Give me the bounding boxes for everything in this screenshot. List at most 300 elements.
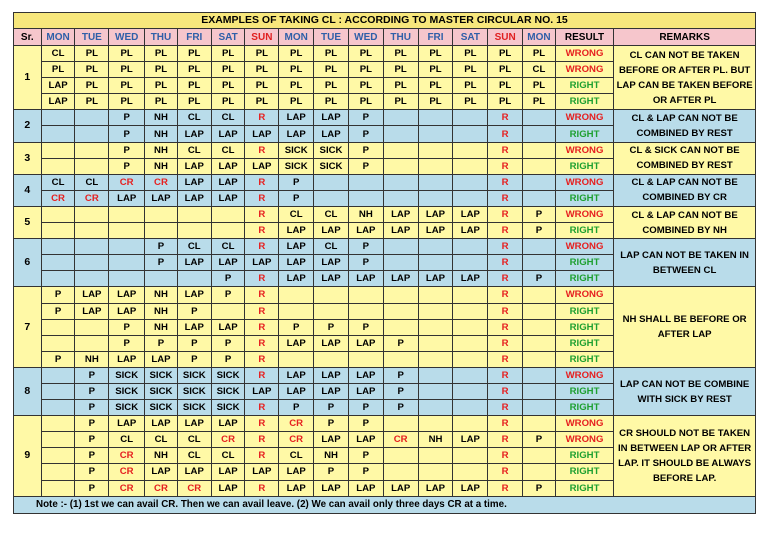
day-cell: LAP: [245, 383, 279, 399]
day-cell: R: [245, 335, 279, 351]
day-cell: PL: [109, 78, 145, 94]
day-cell: [279, 303, 314, 319]
day-cell: [383, 142, 418, 158]
result-cell: RIGHT: [555, 223, 613, 239]
day-cell: CR: [41, 190, 75, 206]
day-cell: CR: [145, 480, 178, 496]
day-cell: [109, 255, 145, 271]
day-cell: [41, 480, 75, 496]
day-cell: [75, 239, 109, 255]
day-cell: R: [488, 319, 523, 335]
day-cell: LAP: [279, 480, 314, 496]
day-cell: [177, 223, 211, 239]
serial-number: 4: [14, 174, 42, 206]
day-cell: P: [109, 319, 145, 335]
day-cell: LAP: [279, 335, 314, 351]
day-cell: PL: [383, 78, 418, 94]
day-cell: PL: [488, 78, 523, 94]
result-cell: RIGHT: [555, 383, 613, 399]
day-cell: [41, 110, 75, 126]
day-cell: R: [488, 158, 523, 174]
day-cell: [75, 126, 109, 142]
day-cell: LAP: [279, 223, 314, 239]
day-cell: [177, 206, 211, 222]
day-cell: P: [348, 464, 383, 480]
remarks-cell: CL & SICK CAN NOT BE COMBINED BY REST: [614, 142, 756, 174]
result-cell: RIGHT: [555, 78, 613, 94]
day-cell: CR: [109, 448, 145, 464]
day-cell: CL: [211, 142, 245, 158]
serial-number: 2: [14, 110, 42, 142]
day-cell: P: [109, 158, 145, 174]
day-cell: LAP: [245, 255, 279, 271]
header-row: [14, 29, 756, 46]
day-cell: LAP: [279, 271, 314, 287]
day-cell: NH: [348, 206, 383, 222]
day-cell: LAP: [279, 239, 314, 255]
day-cell: PL: [383, 46, 418, 62]
result-cell: WRONG: [555, 62, 613, 78]
day-cell: P: [314, 464, 349, 480]
day-cell: LAP: [348, 480, 383, 496]
example-row: [14, 174, 756, 190]
day-cell: LAP: [314, 126, 349, 142]
day-cell: [75, 158, 109, 174]
day-cell: P: [383, 400, 418, 416]
day-cell: R: [488, 432, 523, 448]
day-cell: P: [523, 271, 556, 287]
day-cell: CL: [211, 110, 245, 126]
day-cell: [41, 271, 75, 287]
day-cell: [523, 416, 556, 432]
day-cell: CL: [211, 239, 245, 255]
day-cell: PL: [279, 78, 314, 94]
day-cell: LAP: [109, 351, 145, 367]
day-cell: CL: [177, 432, 211, 448]
day-cell: [418, 287, 453, 303]
day-cell: P: [41, 351, 75, 367]
day-cell: [523, 287, 556, 303]
result-cell: WRONG: [555, 432, 613, 448]
day-cell: R: [245, 303, 279, 319]
day-cell: [453, 367, 488, 383]
day-cell: PL: [348, 62, 383, 78]
day-cell: CL: [314, 239, 349, 255]
day-cell: PL: [145, 62, 178, 78]
day-cell: PL: [75, 46, 109, 62]
day-cell: [523, 255, 556, 271]
day-cell: NH: [145, 319, 178, 335]
day-cell: PL: [177, 46, 211, 62]
header-day: MON: [41, 29, 75, 46]
day-cell: CL: [279, 448, 314, 464]
day-cell: R: [245, 190, 279, 206]
header-remarks: REMARKS: [614, 29, 756, 46]
day-cell: [383, 174, 418, 190]
day-cell: [418, 126, 453, 142]
day-cell: PL: [523, 46, 556, 62]
day-cell: R: [245, 174, 279, 190]
day-cell: P: [348, 448, 383, 464]
day-cell: CL: [75, 174, 109, 190]
header-day: THU: [145, 29, 178, 46]
day-cell: LAP: [348, 367, 383, 383]
day-cell: LAP: [314, 383, 349, 399]
day-cell: PL: [177, 94, 211, 110]
day-cell: P: [75, 480, 109, 496]
header-day: TUE: [75, 29, 109, 46]
day-cell: LAP: [109, 287, 145, 303]
day-cell: [383, 416, 418, 432]
day-cell: [453, 383, 488, 399]
day-cell: LAP: [453, 480, 488, 496]
day-cell: [418, 142, 453, 158]
result-cell: WRONG: [555, 142, 613, 158]
header-day-sunday: SUN: [245, 29, 279, 46]
day-cell: [348, 287, 383, 303]
day-cell: LAP: [418, 206, 453, 222]
day-cell: CR: [109, 480, 145, 496]
day-cell: [41, 142, 75, 158]
day-cell: [279, 287, 314, 303]
day-cell: PL: [109, 94, 145, 110]
day-cell: PL: [211, 46, 245, 62]
day-cell: P: [314, 400, 349, 416]
day-cell: SICK: [211, 367, 245, 383]
day-cell: CR: [211, 432, 245, 448]
day-cell: NH: [145, 303, 178, 319]
day-cell: CR: [279, 416, 314, 432]
day-cell: LAP: [177, 255, 211, 271]
day-cell: PL: [75, 94, 109, 110]
day-cell: LAP: [245, 158, 279, 174]
day-cell: R: [488, 416, 523, 432]
result-cell: RIGHT: [555, 400, 613, 416]
day-cell: SICK: [177, 400, 211, 416]
day-cell: [523, 400, 556, 416]
day-cell: [418, 335, 453, 351]
day-cell: [418, 464, 453, 480]
day-cell: P: [75, 432, 109, 448]
day-cell: LAP: [383, 480, 418, 496]
day-cell: PL: [145, 78, 178, 94]
remarks-cell: CL CAN NOT BE TAKEN BEFORE OR AFTER PL. BUT LAP CAN BE TAKEN BEFORE OR AFTER PL: [614, 46, 756, 110]
day-cell: P: [383, 335, 418, 351]
day-cell: P: [109, 142, 145, 158]
day-cell: [523, 351, 556, 367]
day-cell: PL: [245, 62, 279, 78]
day-cell: CL: [523, 62, 556, 78]
day-cell: LAP: [75, 303, 109, 319]
day-cell: PL: [383, 62, 418, 78]
day-cell: [383, 319, 418, 335]
day-cell: P: [348, 126, 383, 142]
day-cell: NH: [75, 351, 109, 367]
remarks-cell: NH SHALL BE BEFORE OR AFTER LAP: [614, 287, 756, 367]
result-cell: WRONG: [555, 416, 613, 432]
day-cell: P: [348, 158, 383, 174]
day-cell: CL: [145, 432, 178, 448]
header-day: WED: [348, 29, 383, 46]
header-day: SAT: [211, 29, 245, 46]
day-cell: [523, 367, 556, 383]
day-cell: LAP: [279, 110, 314, 126]
day-cell: LAP: [314, 367, 349, 383]
header-day: THU: [383, 29, 418, 46]
header-day: TUE: [314, 29, 349, 46]
day-cell: CL: [279, 206, 314, 222]
day-cell: [145, 223, 178, 239]
day-cell: [348, 190, 383, 206]
day-cell: SICK: [109, 400, 145, 416]
day-cell: LAP: [211, 319, 245, 335]
day-cell: [109, 239, 145, 255]
day-cell: [453, 239, 488, 255]
day-cell: PL: [314, 78, 349, 94]
cl-examples-table: [13, 12, 756, 514]
day-cell: NH: [145, 287, 178, 303]
day-cell: [453, 255, 488, 271]
day-cell: P: [383, 367, 418, 383]
day-cell: LAP: [41, 78, 75, 94]
day-cell: P: [177, 303, 211, 319]
day-cell: CR: [75, 190, 109, 206]
day-cell: LAP: [177, 174, 211, 190]
day-cell: NH: [145, 448, 178, 464]
day-cell: [453, 190, 488, 206]
day-cell: [453, 174, 488, 190]
header-day: FRI: [418, 29, 453, 46]
day-cell: CL: [177, 110, 211, 126]
day-cell: R: [245, 432, 279, 448]
day-cell: CR: [177, 480, 211, 496]
day-cell: CL: [177, 239, 211, 255]
day-cell: R: [488, 480, 523, 496]
serial-number: 6: [14, 239, 42, 287]
result-cell: RIGHT: [555, 158, 613, 174]
day-cell: R: [488, 464, 523, 480]
day-cell: P: [41, 287, 75, 303]
day-cell: LAP: [211, 464, 245, 480]
day-cell: [145, 206, 178, 222]
day-cell: PL: [279, 62, 314, 78]
day-cell: P: [109, 335, 145, 351]
day-cell: PL: [453, 78, 488, 94]
day-cell: LAP: [453, 223, 488, 239]
day-cell: LAP: [245, 464, 279, 480]
day-cell: [523, 142, 556, 158]
day-cell: [75, 335, 109, 351]
day-cell: P: [177, 335, 211, 351]
day-cell: P: [75, 464, 109, 480]
day-cell: [75, 206, 109, 222]
day-cell: P: [523, 206, 556, 222]
day-cell: LAP: [383, 271, 418, 287]
day-cell: NH: [314, 448, 349, 464]
day-cell: CL: [177, 142, 211, 158]
day-cell: CL: [211, 448, 245, 464]
day-cell: LAP: [145, 416, 178, 432]
day-cell: NH: [145, 110, 178, 126]
day-cell: [418, 190, 453, 206]
day-cell: P: [145, 255, 178, 271]
day-cell: CR: [109, 174, 145, 190]
day-cell: [348, 351, 383, 367]
day-cell: SICK: [109, 367, 145, 383]
day-cell: SICK: [211, 383, 245, 399]
day-cell: P: [145, 335, 178, 351]
day-cell: [418, 319, 453, 335]
day-cell: LAP: [177, 416, 211, 432]
day-cell: LAP: [211, 174, 245, 190]
header-result: RESULT: [555, 29, 613, 46]
day-cell: LAP: [211, 416, 245, 432]
result-cell: WRONG: [555, 239, 613, 255]
day-cell: SICK: [211, 400, 245, 416]
remarks-cell: LAP CAN NOT BE COMBINE WITH SICK BY REST: [614, 367, 756, 415]
day-cell: LAP: [314, 110, 349, 126]
day-cell: PL: [488, 94, 523, 110]
remarks-cell: CR SHOULD NOT BE TAKEN IN BETWEEN LAP OR AFTER LAP. IT SHOULD BE ALWAYS BEFORE LAP.: [614, 416, 756, 496]
day-cell: PL: [279, 46, 314, 62]
day-cell: [418, 367, 453, 383]
day-cell: SICK: [177, 367, 211, 383]
example-row: [14, 142, 756, 158]
day-cell: [383, 190, 418, 206]
day-cell: [523, 110, 556, 126]
day-cell: P: [383, 383, 418, 399]
day-cell: P: [75, 448, 109, 464]
day-cell: SICK: [109, 383, 145, 399]
day-cell: [383, 255, 418, 271]
header-day: MON: [279, 29, 314, 46]
day-cell: R: [488, 190, 523, 206]
day-cell: LAP: [211, 158, 245, 174]
day-cell: [453, 351, 488, 367]
day-cell: LAP: [279, 367, 314, 383]
day-cell: [314, 303, 349, 319]
serial-number: 5: [14, 206, 42, 238]
day-cell: PL: [453, 94, 488, 110]
day-cell: [453, 303, 488, 319]
day-cell: [453, 158, 488, 174]
example-row: [14, 287, 756, 303]
day-cell: LAP: [75, 287, 109, 303]
day-cell: [41, 126, 75, 142]
day-cell: LAP: [314, 255, 349, 271]
day-cell: [41, 367, 75, 383]
day-cell: P: [279, 174, 314, 190]
day-cell: P: [523, 480, 556, 496]
day-cell: PL: [488, 62, 523, 78]
day-cell: R: [488, 367, 523, 383]
example-row: [14, 110, 756, 126]
day-cell: [383, 239, 418, 255]
day-cell: [41, 223, 75, 239]
day-cell: [523, 174, 556, 190]
day-cell: PL: [41, 62, 75, 78]
day-cell: LAP: [453, 271, 488, 287]
day-cell: R: [488, 142, 523, 158]
day-cell: [41, 448, 75, 464]
day-cell: R: [245, 319, 279, 335]
header-day: MON: [523, 29, 556, 46]
result-cell: RIGHT: [555, 190, 613, 206]
day-cell: LAP: [211, 480, 245, 496]
day-cell: [383, 287, 418, 303]
day-cell: [383, 464, 418, 480]
result-cell: WRONG: [555, 287, 613, 303]
day-cell: [348, 174, 383, 190]
day-cell: P: [109, 126, 145, 142]
day-cell: LAP: [177, 158, 211, 174]
day-cell: LAP: [314, 335, 349, 351]
day-cell: [383, 351, 418, 367]
result-cell: WRONG: [555, 367, 613, 383]
day-cell: [523, 126, 556, 142]
day-cell: [41, 319, 75, 335]
day-cell: R: [488, 335, 523, 351]
header-sr: Sr.: [14, 29, 42, 46]
day-cell: [211, 206, 245, 222]
day-cell: LAP: [348, 335, 383, 351]
result-cell: RIGHT: [555, 464, 613, 480]
day-cell: SICK: [177, 383, 211, 399]
day-cell: R: [488, 383, 523, 399]
day-cell: P: [523, 432, 556, 448]
day-cell: LAP: [279, 255, 314, 271]
day-cell: P: [348, 110, 383, 126]
day-cell: [418, 255, 453, 271]
day-cell: [523, 383, 556, 399]
day-cell: R: [488, 239, 523, 255]
day-cell: LAP: [453, 206, 488, 222]
day-cell: PL: [177, 62, 211, 78]
example-row: [14, 206, 756, 222]
day-cell: CR: [145, 174, 178, 190]
day-cell: P: [145, 239, 178, 255]
day-cell: [418, 400, 453, 416]
day-cell: P: [348, 239, 383, 255]
day-cell: [75, 319, 109, 335]
day-cell: SICK: [314, 158, 349, 174]
day-cell: [41, 464, 75, 480]
day-cell: SICK: [145, 383, 178, 399]
day-cell: [453, 448, 488, 464]
day-cell: PL: [488, 46, 523, 62]
day-cell: [314, 190, 349, 206]
cl-rules-sheet: [13, 12, 756, 514]
day-cell: [41, 400, 75, 416]
day-cell: PL: [109, 46, 145, 62]
day-cell: P: [41, 303, 75, 319]
day-cell: PL: [523, 78, 556, 94]
day-cell: P: [279, 319, 314, 335]
day-cell: P: [523, 223, 556, 239]
day-cell: LAP: [145, 351, 178, 367]
day-cell: LAP: [177, 126, 211, 142]
day-cell: [418, 383, 453, 399]
day-cell: P: [211, 287, 245, 303]
remarks-cell: LAP CAN NOT BE TAKEN IN BETWEEN CL: [614, 239, 756, 287]
day-cell: R: [245, 142, 279, 158]
day-cell: PL: [279, 94, 314, 110]
result-cell: RIGHT: [555, 319, 613, 335]
result-cell: WRONG: [555, 46, 613, 62]
result-cell: RIGHT: [555, 271, 613, 287]
day-cell: [109, 223, 145, 239]
day-cell: P: [279, 400, 314, 416]
